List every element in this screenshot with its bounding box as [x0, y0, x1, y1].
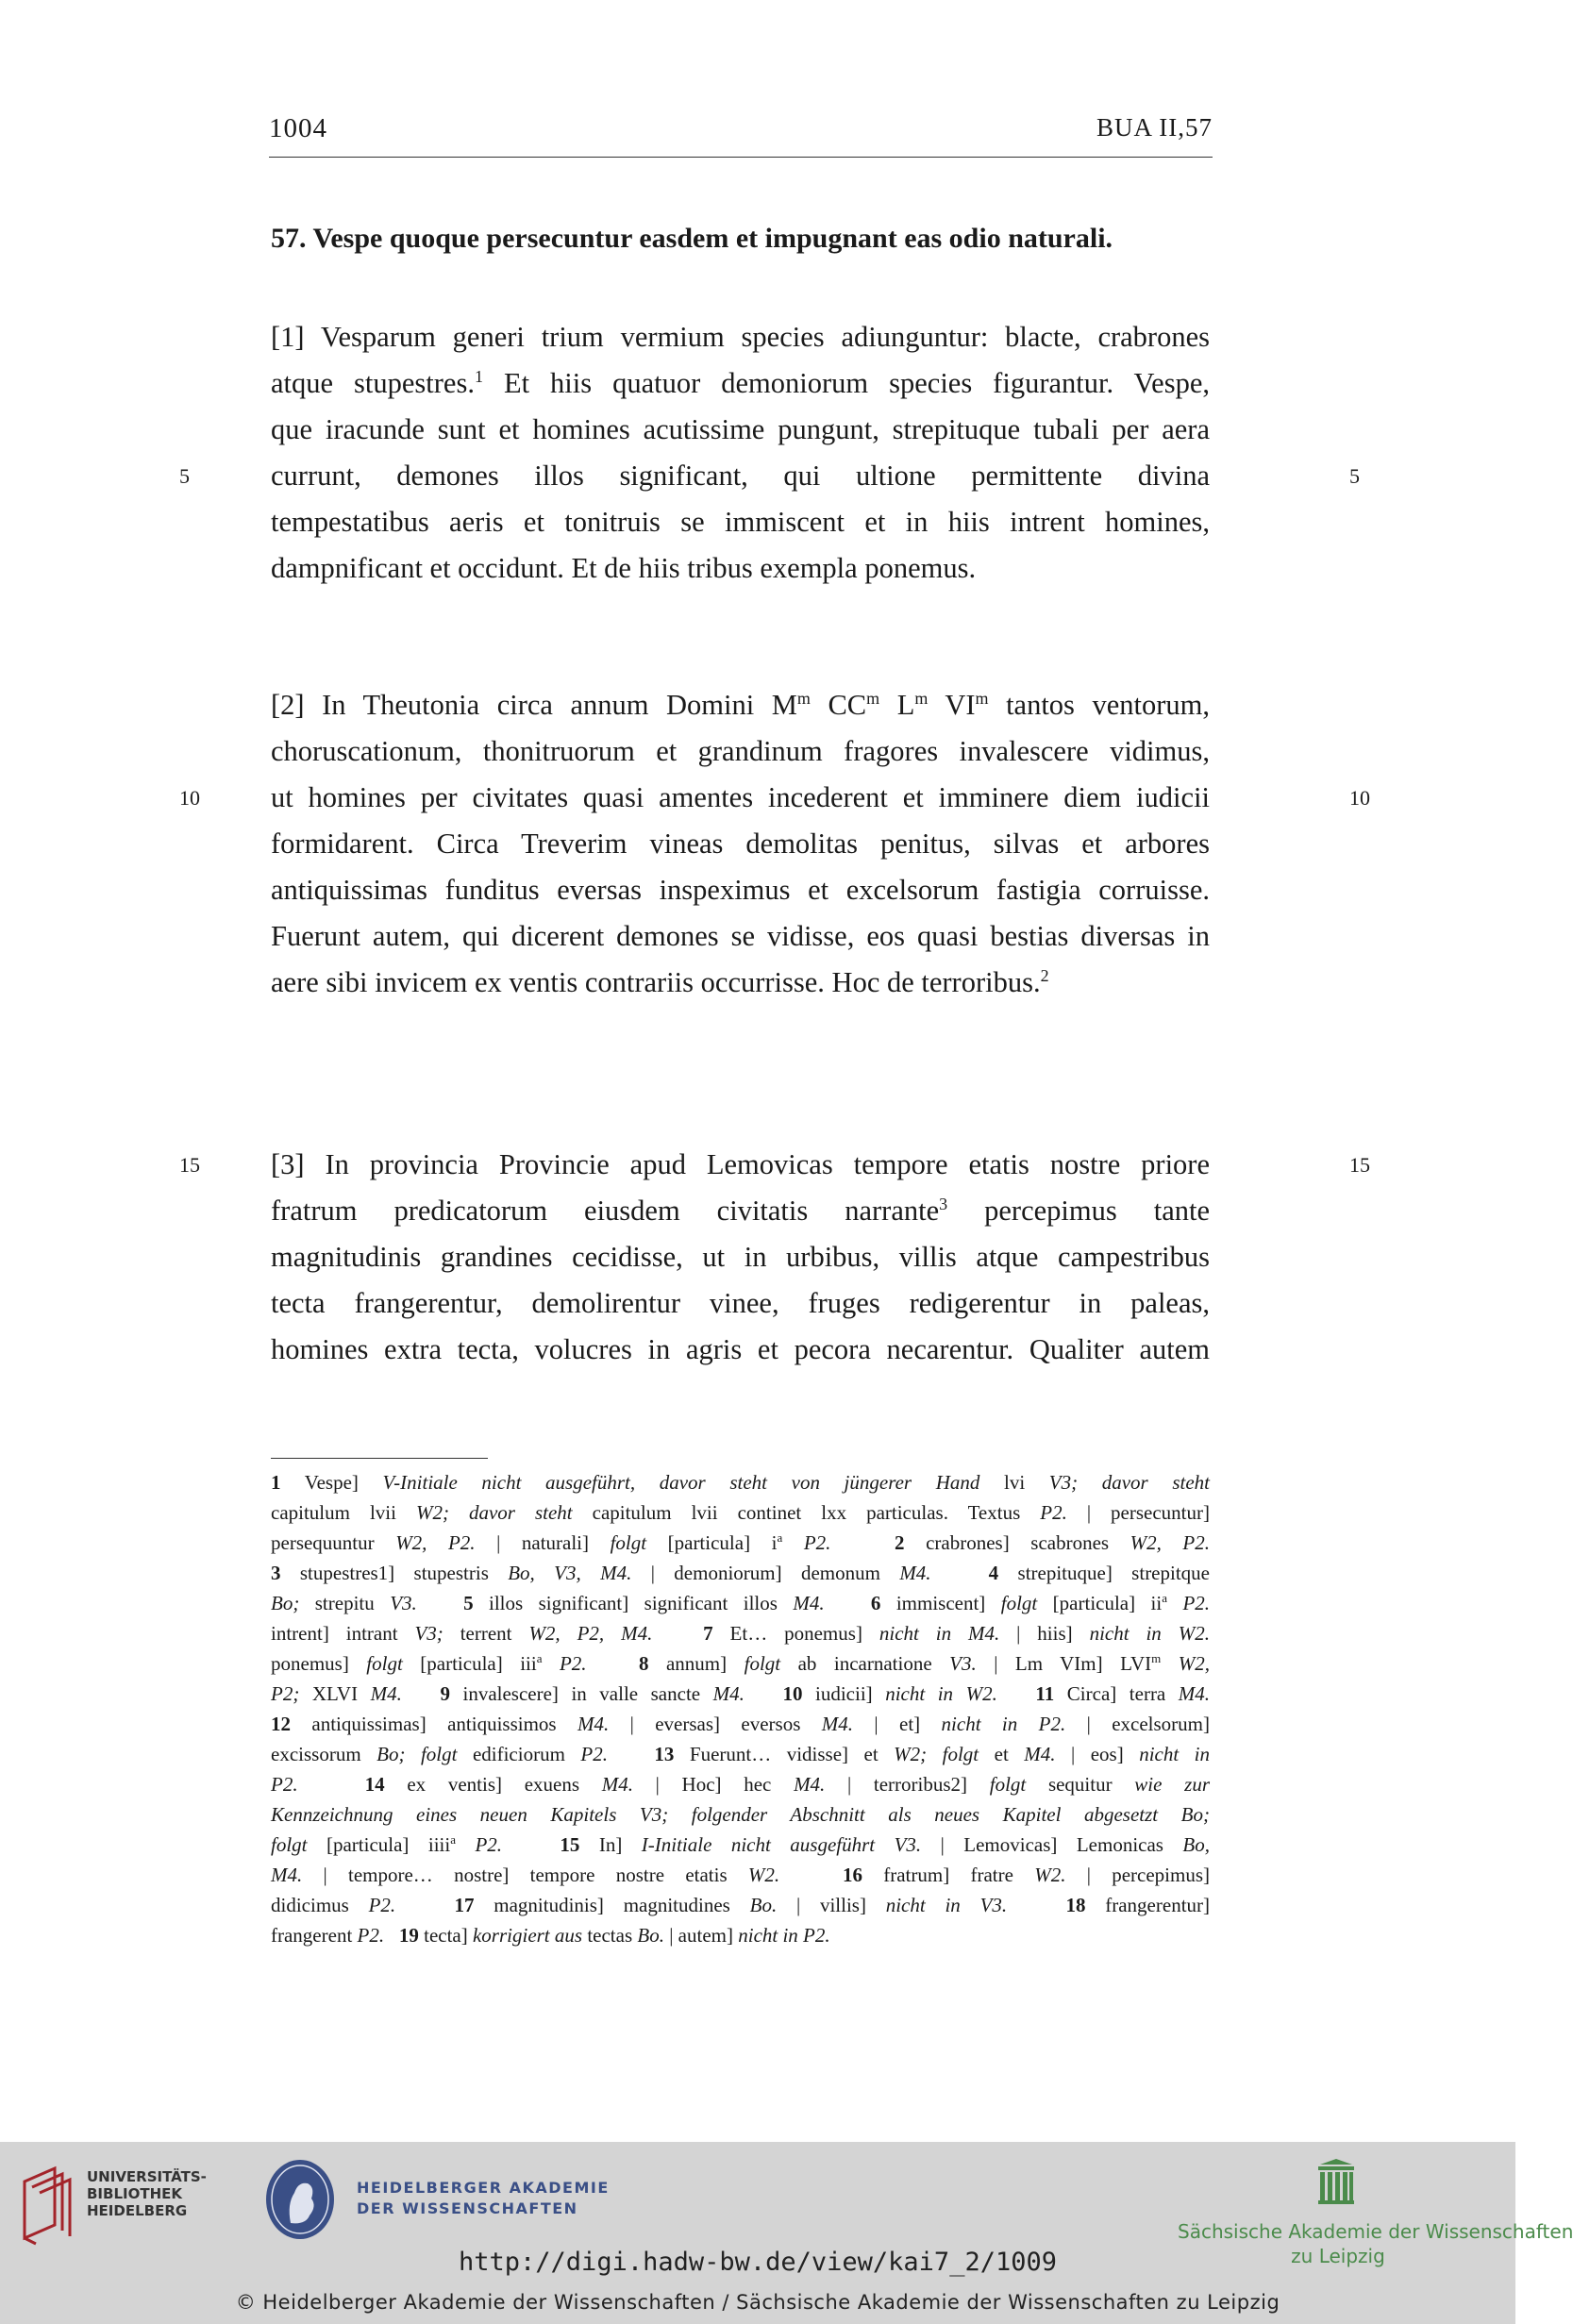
apparatus-line: 12 antiquissimas] antiquissimos M4. | eversas] eversos M4. | et] nicht in P2. | excelsorum]: [271, 1713, 1211, 1735]
apparatus-line: 3 stupestres1] stupestris Bo, V3, M4. | demoniorum] demonum M4. 4 strepituque] strepitque: [271, 1562, 1210, 1584]
line-number: 15: [1349, 1153, 1370, 1177]
apparatus-line: excissorum Bo; folgt edificiorum P2. 13 Fuerunt… vidisse] et W2; folgt et M4. | eos] nicht in: [271, 1743, 1210, 1765]
text-line: antiquissimas funditus eversas inspeximus et excelsorum fastigia corruisse.: [271, 874, 1210, 906]
line-number: 10: [1349, 786, 1370, 810]
running-header: [269, 113, 1213, 158]
text-line: [1] Vesparum generi trium vermium species adiunguntur: blacte, crabrones: [271, 321, 1210, 353]
footnote-rule: [271, 1458, 488, 1459]
footnote-ref: 3: [939, 1194, 948, 1213]
line-number: 10: [179, 786, 200, 810]
source-url[interactable]: http://digi.hadw-bw.de/view/kai7_2/1009: [459, 2248, 1057, 2277]
footnote-ref: 2: [1040, 965, 1049, 985]
apparatus-line: P2; XLVI M4. 9 invalescere] in valle sancte M4. 10 iudicii] nicht in W2. 11 Circa] terra M4.: [271, 1682, 1211, 1705]
text-line: homines extra tecta, volucres in agris et pecora necarentur. Qualiter autem: [271, 1333, 1210, 1365]
apparatus-line: Bo; strepitu V3. 5 illos significant] significant illos M4. 6 immiscent] folgt [particula] $ii^a$ P2.: [271, 1591, 1211, 1614]
text-line: dampnificant et occidunt. Et de hiis tribus exempla ponemus.: [271, 552, 977, 584]
apparatus-line: 1 Vespe] V-Initiale nicht ausgeführt, davor steht von jüngerer Hand lvi V3; davor steht: [271, 1471, 1211, 1494]
university-library-logo-icon: [17, 2163, 75, 2248]
line-number: 5: [179, 464, 190, 488]
apparatus-line: M4. | tempore… nostre] tempore nostre etatis W2. 16 fratrum] fratre W2. | percepimus]: [271, 1864, 1211, 1886]
apparatus-line: frangerent P2. 19 tecta] korrigiert aus tectas Bo. | autem] nicht in P2.: [271, 1924, 830, 1947]
apparatus-line: intrent] intrant V3; terrent W2, P2, M4. 7 Et… ponemus] nicht in M4. | hiis] nicht in W2.: [271, 1622, 1210, 1645]
text-line: formidarent. Circa Treverim vineas demolitas penitus, silvas et arbores: [271, 828, 1210, 860]
text-line: currunt, demones illos significant, qui ultione permittente divina: [271, 460, 1210, 492]
text-line: fratrum predicatorum eiusdem civitatis narrante$^3$ percepimus tante: [271, 1194, 1210, 1227]
apparatus-line: ponemus] folgt [particula] iii$^a$ P2. 8 annum] folgt ab incarnatione V3. | Lm VIm] LVI$^m$ W2,: [271, 1651, 1211, 1675]
text-line: [2] In Theutonia circa annum Domini $M^m$ $CC^m$ $L^m$ $VI^m$ tantos ventorum,: [271, 688, 1210, 721]
line-number: 5: [1349, 464, 1360, 488]
academy-seal-icon: [262, 2157, 338, 2242]
apparatus-line: Kennzeichnung eines neuen Kapitels V3; folgender Abschnitt als neues Kapitel abgesetzt Bo;: [271, 1803, 1210, 1826]
university-library-logo-text: UNIVERSITÄTS- BIBLIOTHEK HEIDELBERG: [87, 2168, 207, 2219]
digitization-footer: [0, 2142, 1573, 2324]
text-line: choruscationum, thonitruorum et grandinum fragores invalescere vidimus,: [271, 735, 1210, 767]
academy-logo-text: HEIDELBERGER AKADEMIE DER WISSENSCHAFTEN: [357, 2179, 610, 2217]
text-line: tecta frangerentur, demolirentur vinee, fruges redigerentur in paleas,: [271, 1287, 1210, 1319]
footnote-ref: 1: [474, 366, 483, 386]
text-line: ut homines per civitates quasi amentes incederent et imminere diem iudicii: [271, 781, 1210, 813]
apparatus-line: folgt [particula] iiii$^a$ P2. 15 In] I-Initiale nicht ausgeführt V3. | Lemovicas] Lemonicas Bo,: [271, 1832, 1210, 1856]
text-line: aere sibi invicem ex ventis contrariis occurrisse. Hoc de terroribus.$^2$: [271, 965, 1049, 998]
text-line: atque stupestres.$^1$ Et hiis quatuor demoniorum species figurantur. Vespe,: [271, 366, 1210, 399]
line-number: 15: [179, 1153, 200, 1177]
running-head: BUA II,57: [1096, 113, 1213, 142]
apparatus-line: capitulum lvii W2; davor steht capitulum lvii continet lxx particulas. Textus P2. | persecuntur]: [271, 1501, 1210, 1524]
saxon-academy-logo-text: Sächsische Akademie der Wissenschaften zu Leipzig: [1178, 2220, 1573, 2267]
text-line: Fuerunt autem, qui dicerent demones se vidisse, eos quasi bestias diversas in: [271, 920, 1210, 952]
chapter-title: 57. Vespe quoque persecuntur easdem et impugnant eas odio naturali.: [271, 223, 1113, 254]
text-line: que iracunde sunt et homines acutissime pungunt, strepituque tubali per aera: [271, 413, 1210, 445]
copyright-notice: © Heidelberger Akademie der Wissenschaften / Sächsische Akademie der Wissenschaften zu Leipzig: [235, 2291, 1280, 2314]
page-number: 1004: [269, 113, 327, 143]
text-line: tempestatibus aeris et tonitruis se immiscent et in hiis intrent homines,: [271, 506, 1210, 538]
text-line: magnitudinis grandines cecidisse, ut in urbibus, villis atque campestribus: [271, 1241, 1210, 1273]
apparatus-line: P2. 14 ex ventis] exuens M4. | Hoc] hec M4. | terroribus2] folgt sequitur wie zur: [271, 1773, 1210, 1796]
apparatus-line: didicimus P2. 17 magnitudinis] magnitudines Bo. | villis] nicht in V3. 18 frangerentur]: [271, 1894, 1211, 1916]
saxon-academy-logo-icon: [1316, 2159, 1356, 2206]
text-line: [3] In provincia Provincie apud Lemovicas tempore etatis nostre priore: [271, 1148, 1210, 1180]
apparatus-line: persequuntur W2, P2. | naturali] folgt [particula] $i^a$ P2. 2 crabrones] scabrones W2, P2.: [271, 1530, 1210, 1554]
